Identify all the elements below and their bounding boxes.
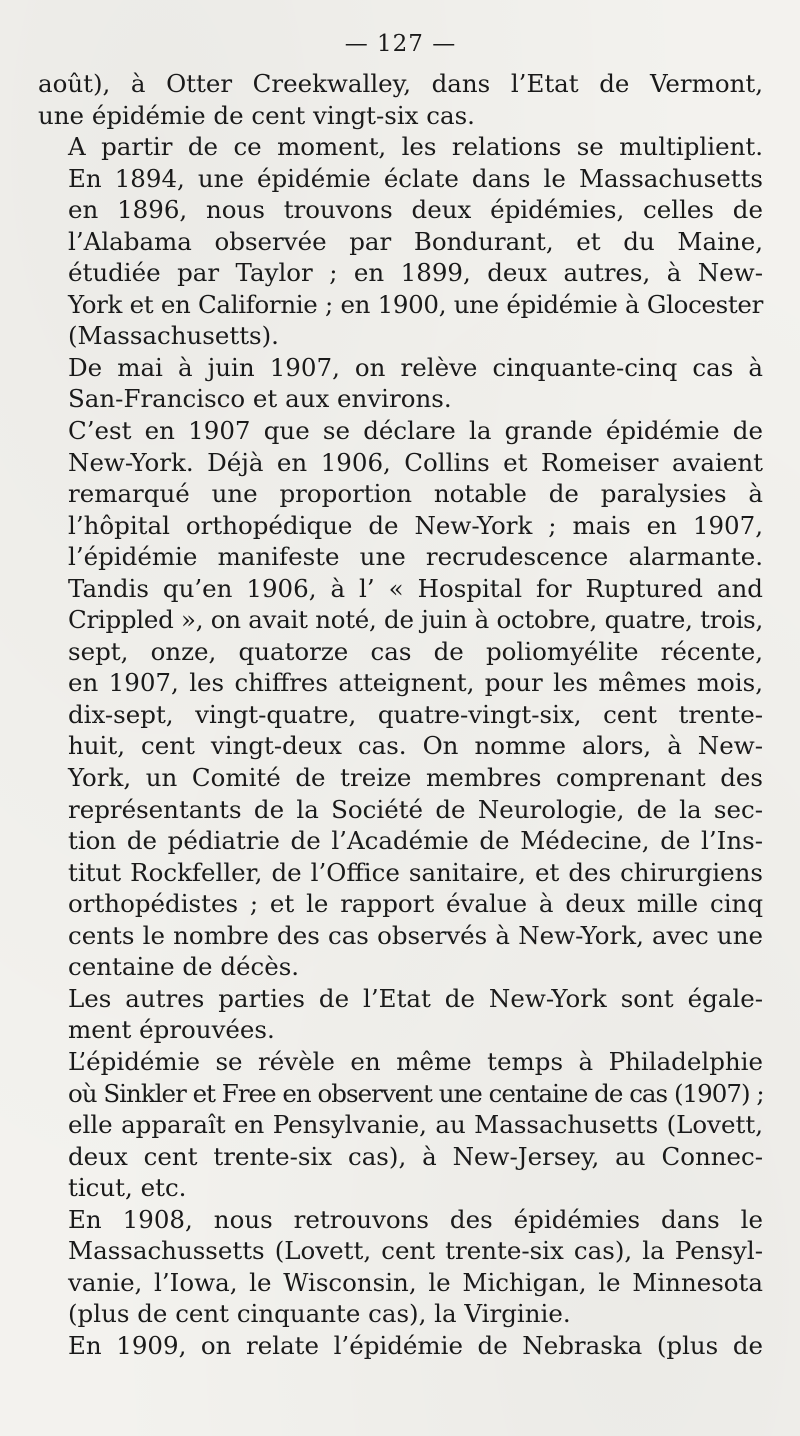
text-line: Les autres parties de l’Etat de New-York sont égale- — [68, 983, 763, 1013]
text-line: étudiée par Taylor ; en 1899, deux autres, à New- — [68, 258, 763, 288]
text-line: En 1894, une épidémie éclate dans le Massachusetts — [68, 163, 763, 193]
text-line: représentants de la Société de Neurologie, de la sec- — [68, 794, 763, 824]
text-line: dix-sept, vingt-quatre, quatre-vingt-six, cent trente- — [68, 699, 763, 729]
text-line: l’hôpital orthopédique de New-York ; mais en 1907, — [68, 510, 763, 540]
text-line: Tandis qu’en 1906, à l’ « Hospital for Ruptured and — [68, 573, 763, 603]
text-line: tion de pédiatrie de l’Académie de Médecine, de l’Ins- — [68, 826, 763, 856]
text-line: C’est en 1907 que se déclare la grande épidémie de — [68, 416, 763, 446]
paragraph — [38, 131, 763, 352]
paragraph — [38, 1204, 763, 1330]
text-line: sept, onze, quatorze cas de poliomyélite récente, — [68, 636, 763, 666]
paragraph — [38, 415, 763, 983]
text-line: orthopédistes ; et le rapport évalue à deux mille cinq — [68, 889, 763, 919]
text-line: vanie, l’Iowa, le Wisconsin, le Michigan, le Minnesota — [68, 1267, 763, 1297]
text-line: York, un Comité de treize membres comprenant des — [68, 763, 763, 793]
text-line: ment éprouvées. — [68, 1015, 275, 1045]
text-line: une épidémie de cent vingt-six cas. — [38, 100, 475, 130]
text-line: (plus de cent cinquante cas), la Virginie. — [68, 1299, 571, 1329]
body-text — [38, 68, 763, 1361]
text-line: en 1896, nous trouvons deux épidémies, celles de — [68, 195, 763, 225]
text-line: où Sinkler et Free en observent une centaine de cas (1907) ; — [68, 1078, 764, 1108]
paragraph — [38, 1046, 763, 1204]
text-line: deux cent trente-six cas), à New-Jersey, au Connec- — [68, 1141, 763, 1171]
text-line: Crippled », on avait noté, de juin à octobre, quatre, trois, — [68, 605, 764, 635]
text-line: huit, cent vingt-deux cas. On nomme alors, à New- — [68, 731, 763, 761]
text-line: août), à Otter Creekwalley, dans l’Etat de Vermont, — [38, 69, 763, 98]
text-line: Massachussetts (Lovett, cent trente-six cas), la Pensyl- — [68, 1236, 763, 1266]
text-line: ticut, etc. — [68, 1173, 187, 1203]
text-line: (Massachusetts). — [68, 321, 279, 351]
text-line: En 1909, on relate l’épidémie de Nebraska (plus de — [68, 1330, 763, 1360]
paragraph — [38, 1330, 763, 1362]
text-line: En 1908, nous retrouvons des épidémies dans le — [68, 1204, 763, 1234]
text-line: l’Alabama observée par Bondurant, et du Maine, — [68, 226, 763, 256]
text-line: en 1907, les chiffres atteignent, pour les mêmes mois, — [68, 668, 763, 698]
text-line: York et en Californie ; en 1900, une épidémie à Glocester — [68, 289, 763, 319]
text-line: L’épidémie se révèle en même temps à Philadelphie — [68, 1046, 763, 1076]
text-line: San-Francisco et aux environs. — [68, 384, 452, 414]
text-line: New-York. Déjà en 1906, Collins et Romeiser avaient — [68, 447, 763, 477]
text-line: remarqué une proportion notable de paralysies à — [68, 479, 763, 509]
text-line: A partir de ce moment, les relations se multiplient. — [68, 132, 763, 162]
text-line: elle apparaît en Pensylvanie, au Massachusetts (Lovett, — [68, 1110, 763, 1140]
text-line: De mai à juin 1907, on relève cinquante-cinq cas à — [68, 352, 763, 382]
page-number: — 127 — — [344, 31, 457, 57]
paragraph — [38, 352, 763, 415]
text-line: cents le nombre des cas observés à New-York, avec une — [68, 920, 763, 950]
text-line: centaine de décès. — [68, 952, 300, 982]
paragraph — [38, 983, 763, 1046]
text-line: titut Rockfeller, de l’Office sanitaire, et des chirurgiens — [68, 857, 763, 887]
paragraph — [38, 68, 763, 131]
text-line: l’épidémie manifeste une recrudescence alarmante. — [68, 542, 763, 572]
